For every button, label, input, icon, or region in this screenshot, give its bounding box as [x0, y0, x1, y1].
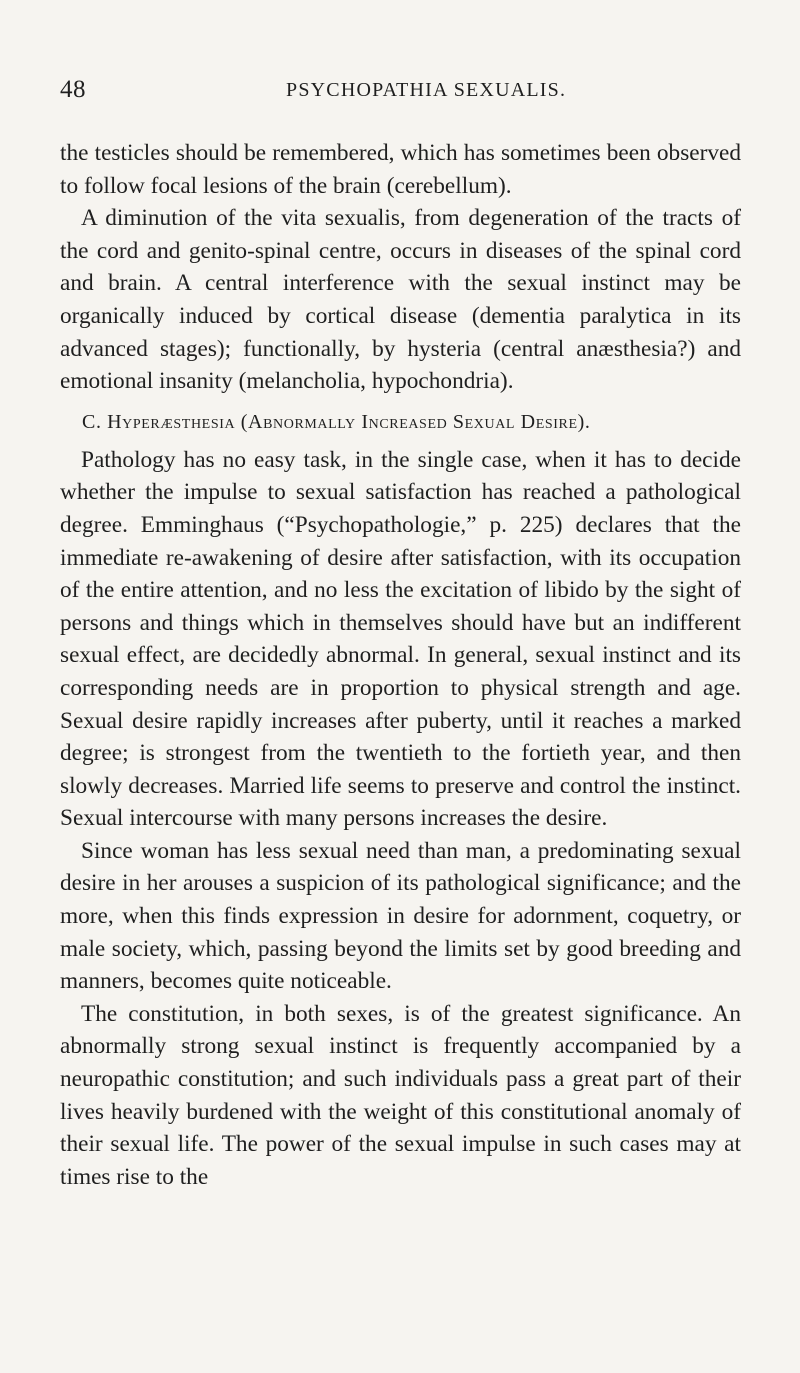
section-heading: C. Hyperæsthesia (Abnormally Increased Sexual Desire).	[82, 410, 591, 433]
paragraph-3: Pathology has no easy task, in the single case, when it has to decide whether the impulse to sexual satisfaction has reached a pathological degree. Emminghaus (“Psychopathologie,” p. 225) declares that the immediate re-awakening of desire after satisfaction, with its occupation of the entire attention, and no less the excitation of libido by the sight of persons and things which in themselves should have but an indifferent sexual effect, are decidedly abnormal. In general, sexual instinct and its corresponding needs are in proportion to physical strength and age. Sexual desire rapidly increases after puberty, until it reaches a marked degree; is strongest from the twentieth to the fortieth year, and then slowly decreases. Married life seems to preserve and control the instinct. Sexual intercourse with many persons increases the desire.	[60, 446, 741, 832]
running-head: PSYCHOPATHIA SEXUALIS.	[286, 79, 567, 101]
paragraph-1: the testicles should be remembered, which has sometimes been observed to follow focal lesions of the brain (cerebellum).	[60, 140, 741, 199]
page-header	[60, 76, 735, 116]
paragraph-4: Since woman has less sexual need than man, a predominating sexual desire in her arouses a suspicion of its pathological significance; and the more, when this finds expression in desire for adornment, coquetry, or male society, which, passing beyond the limits set by good breeding and manners, becomes quite noticeable.	[60, 837, 741, 995]
paragraph-5: The constitution, in both sexes, is of the greatest significance. An abnormally strong sexual instinct is frequently accompanied by a neuropathic constitution; and such individuals pass a great part of their lives heavily burdened with the weight of this constitutional anomaly of their sexual life. The power of the sexual impulse in such cases may at times rise to the	[60, 1000, 741, 1190]
body-text	[60, 137, 741, 1193]
paragraph-2: A diminution of the vita sexualis, from degeneration of the tracts of the cord and genito-spinal centre, occurs in diseases of the spinal cord and brain. A central interference with the sexual instinct may be organically induced by cortical disease (dementia paralytica in its advanced stages); functionally, by hysteria (central anæsthesia?) and emotional insanity (melancholia, hypochondria).	[60, 205, 741, 395]
page-number: 48	[60, 76, 86, 103]
